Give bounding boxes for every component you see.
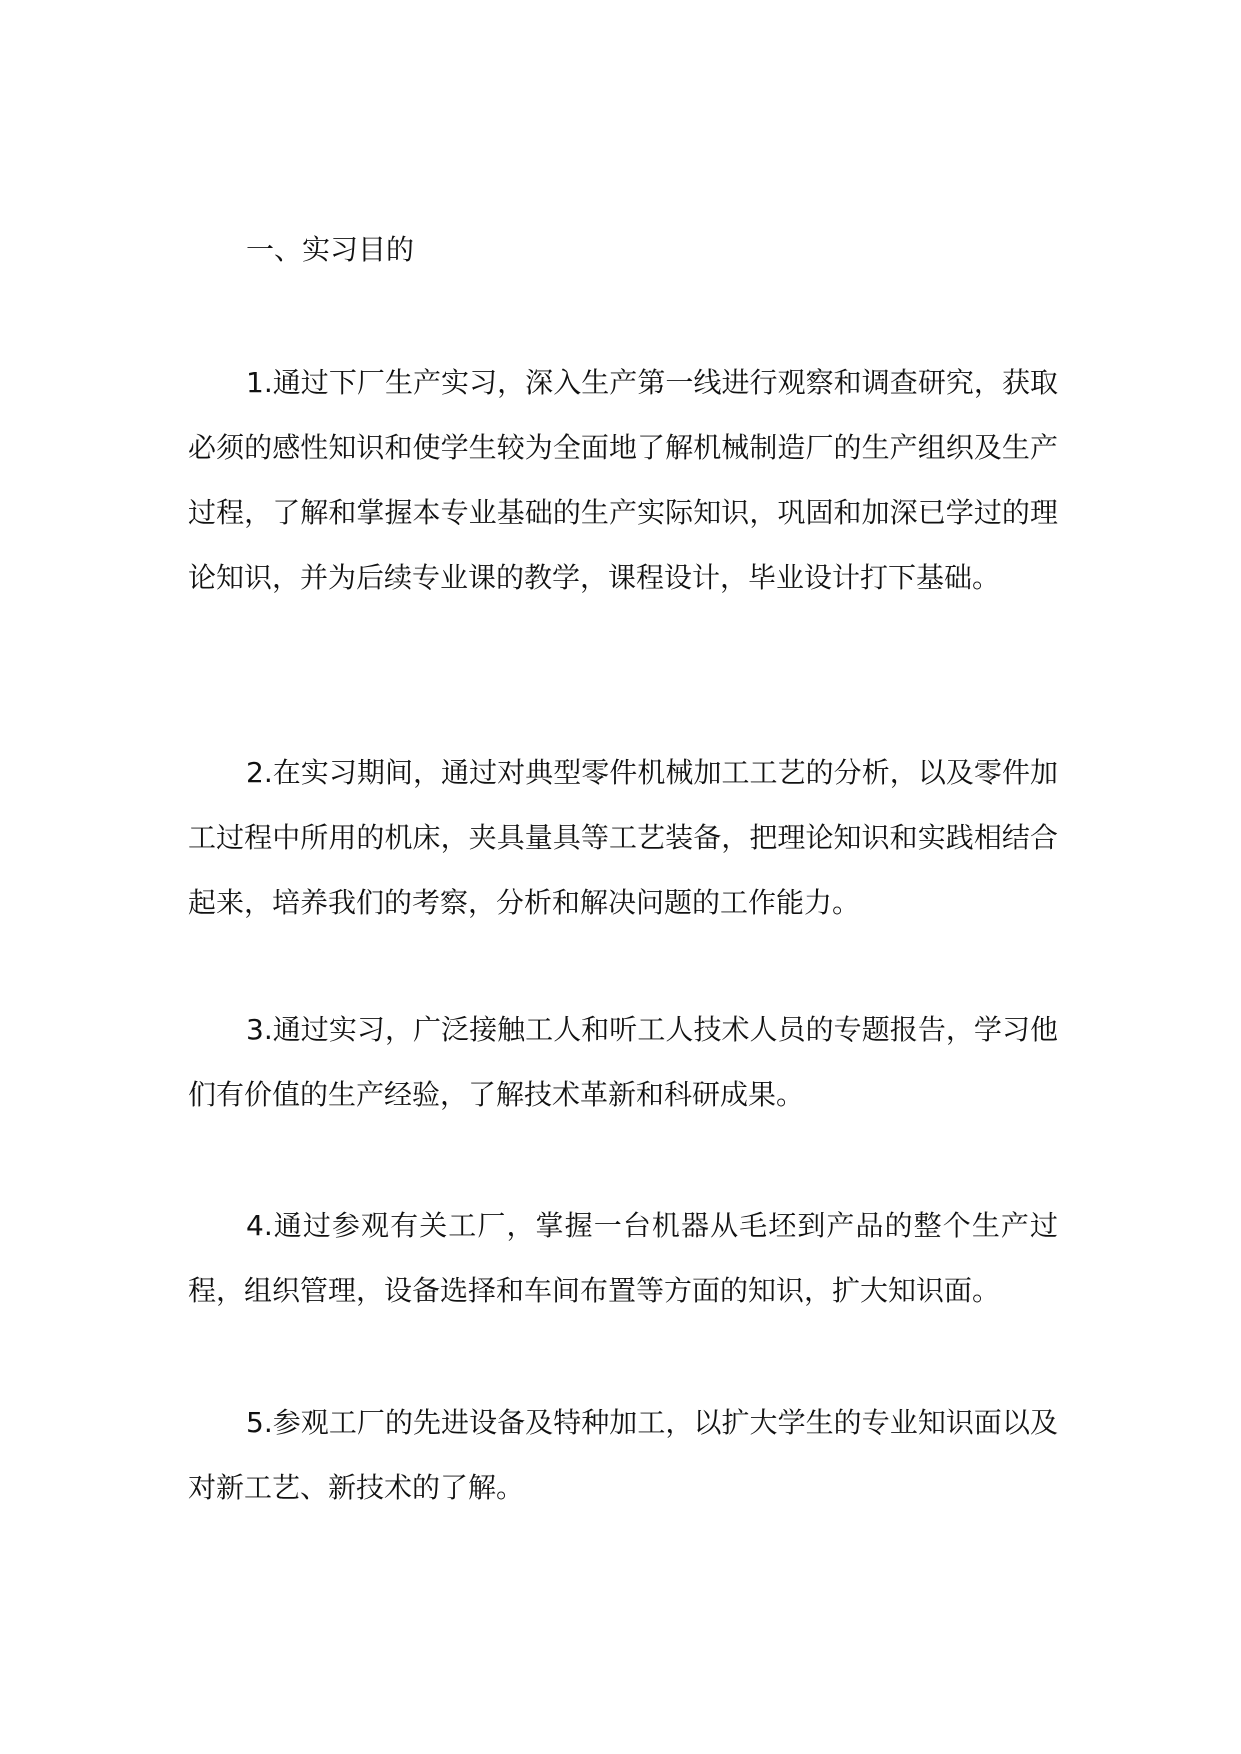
paragraph-2: 2.在实习期间，通过对典型零件机械加工工艺的分析，以及零件加工过程中所用的机床，夹具量具等工艺装备，把理论知识和实践相结合起来，培养我们的考察，分析和解决问题的工作能力。 [188, 756, 1058, 919]
paragraph-4: 4.通过参观有关工厂，掌握一台机器从毛坯到产品的整个生产过程，组织管理，设备选择和车间布置等方面的知识，扩大知识面。 [188, 1209, 1058, 1307]
section-heading: 一、实习目的 [246, 233, 415, 266]
paragraph-1: 1.通过下厂生产实习，深入生产第一线进行观察和调查研究，获取必须的感性知识和使学生较为全面地了解机械制造厂的生产组织及生产过程，了解和掌握本专业基础的生产实际知识，巩固和加深已学过的理论知识，并为后续专业课的教学，课程设计，毕业设计打下基础。 [188, 366, 1058, 594]
paragraph-5: 5.参观工厂的先进设备及特种加工，以扩大学生的专业知识面以及对新工艺、新技术的了解。 [188, 1406, 1058, 1504]
paragraph-3: 3.通过实习，广泛接触工人和听工人技术人员的专题报告，学习他们有价值的生产经验，了解技术革新和科研成果。 [188, 1013, 1058, 1111]
